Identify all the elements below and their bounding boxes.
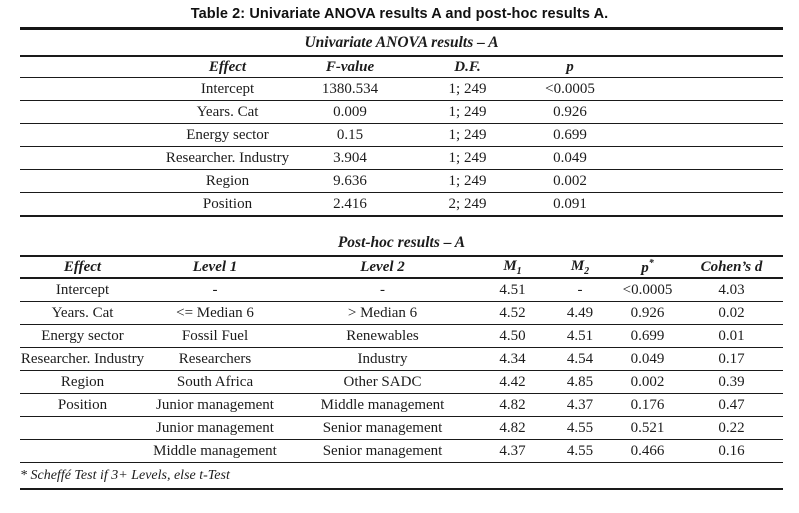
cell-fvalue: 0.009 [290,101,410,124]
table-row [20,440,783,463]
cell-level2: Other SADC [285,371,480,394]
cell-effect: Position [20,394,145,417]
cell-p: 0.002 [615,371,680,394]
cell-level2: Industry [285,348,480,371]
cell-p: <0.0005 [615,278,680,302]
cell-effect: Years. Cat [165,101,290,124]
cell-m1: 4.50 [480,325,545,348]
cell-level1: Researchers [145,348,285,371]
cell-m1: 4.52 [480,302,545,325]
table-row [20,417,783,440]
posthoc-header-p: p* [615,256,680,278]
cell-level2: Senior management [285,440,480,463]
p-superscript: * [648,257,654,269]
cell-cohensd: 0.39 [680,371,783,394]
anova-header-p: p [525,56,615,78]
table-row [20,193,783,217]
cell-level1: Middle management [145,440,285,463]
cell-effect: Researcher. Industry [20,348,145,371]
cell-df: 1; 249 [410,101,525,124]
cell-effect: Region [165,170,290,193]
table-row [20,302,783,325]
cell-effect: Intercept [165,78,290,101]
spacer-cell [20,124,165,147]
cell-p: 0.176 [615,394,680,417]
spacer-cell [615,101,783,124]
cell-cohensd: 0.02 [680,302,783,325]
m1-subscript: 1 [516,265,522,277]
spacer-cell [20,193,165,217]
spacer-cell [615,56,783,78]
table-row [20,78,783,101]
spacer-cell [615,193,783,217]
cell-level1: <= Median 6 [145,302,285,325]
posthoc-header-row [20,256,783,278]
cell-df: 1; 249 [410,124,525,147]
posthoc-header-m1: $M_1$ [480,256,545,278]
table-row [20,124,783,147]
anova-section-row [20,29,783,57]
cell-m2: 4.37 [545,394,615,417]
cell-p: <0.0005 [525,78,615,101]
cell-p: 0.466 [615,440,680,463]
cell-p: 0.002 [525,170,615,193]
table-footnote: * Scheffé Test if 3+ Levels, else t-Test [20,463,783,490]
spacer-cell [615,124,783,147]
table-row [20,394,783,417]
anova-table [20,27,783,217]
cell-cohensd: 0.22 [680,417,783,440]
anova-section-title: Univariate ANOVA results – A [20,29,783,57]
cell-p: 0.699 [525,124,615,147]
cell-effect: Energy sector [165,124,290,147]
cell-m1: 4.82 [480,394,545,417]
cell-df: 1; 249 [410,147,525,170]
anova-header-effect: Effect [165,56,290,78]
cell-m2: 4.55 [545,417,615,440]
spacer-cell [615,78,783,101]
cell-cohensd: 4.03 [680,278,783,302]
cell-level2: > Median 6 [285,302,480,325]
posthoc-header-effect: Effect [20,256,145,278]
cell-m1: 4.37 [480,440,545,463]
cell-fvalue: 2.416 [290,193,410,217]
cell-effect: Region [20,371,145,394]
table-row [20,278,783,302]
table-row [20,325,783,348]
cell-cohensd: 0.17 [680,348,783,371]
cell-df: 2; 249 [410,193,525,217]
posthoc-section-title: Post-hoc results – A [337,234,466,251]
cell-m2: 4.85 [545,371,615,394]
cell-p: 0.926 [525,101,615,124]
cell-m1: 4.42 [480,371,545,394]
cell-m2: 4.51 [545,325,615,348]
spacer-cell [20,147,165,170]
anova-header-df: D.F. [410,56,525,78]
spacer-cell [615,170,783,193]
m2-subscript: 2 [584,265,590,277]
cell-cohensd: 0.47 [680,394,783,417]
spacer-cell [20,101,165,124]
cell-df: 1; 249 [410,170,525,193]
table-row [20,170,783,193]
cell-effect: Researcher. Industry [165,147,290,170]
cell-m1: 4.34 [480,348,545,371]
cell-p: 0.926 [615,302,680,325]
cell-m2: - [545,278,615,302]
cell-p: 0.049 [525,147,615,170]
cell-level2: Renewables [285,325,480,348]
cell-p: 0.521 [615,417,680,440]
cell-fvalue: 9.636 [290,170,410,193]
spacer-cell [20,170,165,193]
cell-fvalue: 0.15 [290,124,410,147]
table-row [20,147,783,170]
spacer-cell [20,56,165,78]
cell-effect: Energy sector [20,325,145,348]
cell-effect: Intercept [20,278,145,302]
posthoc-header-level2: Level 2 [285,256,480,278]
cell-effect [20,417,145,440]
spacer-cell [20,78,165,101]
posthoc-header-m2: $M_2$ [545,256,615,278]
cell-df: 1; 249 [410,78,525,101]
cell-m1: 4.82 [480,417,545,440]
spacer-cell [615,147,783,170]
anova-header-row [20,56,783,78]
cell-m2: 4.55 [545,440,615,463]
table-row [20,348,783,371]
footnote-row [20,463,783,490]
cell-cohensd: 0.01 [680,325,783,348]
cell-level2: - [285,278,480,302]
cell-level2: Middle management [285,394,480,417]
cell-level1: Fossil Fuel [145,325,285,348]
cell-p: 0.049 [615,348,680,371]
cell-m1: 4.51 [480,278,545,302]
cell-p: 0.091 [525,193,615,217]
posthoc-table [20,255,783,490]
posthoc-header-level1: Level 1 [145,256,285,278]
cell-effect [20,440,145,463]
cell-p: 0.699 [615,325,680,348]
cell-fvalue: 3.904 [290,147,410,170]
cell-level1: - [145,278,285,302]
anova-header-fvalue: F-value [290,56,410,78]
table-caption: Table 2: Univariate ANOVA results A and post-hoc results A. [190,6,609,22]
cell-m2: 4.54 [545,348,615,371]
cell-level1: South Africa [145,371,285,394]
table-row [20,371,783,394]
cell-level1: Junior management [145,394,285,417]
cell-level2: Senior management [285,417,480,440]
cell-level1: Junior management [145,417,285,440]
posthoc-header-cohensd: Cohen’s d [680,256,783,278]
cell-cohensd: 0.16 [680,440,783,463]
cell-m2: 4.49 [545,302,615,325]
cell-fvalue: 1380.534 [290,78,410,101]
cell-effect: Years. Cat [20,302,145,325]
table-row [20,101,783,124]
cell-effect: Position [165,193,290,217]
